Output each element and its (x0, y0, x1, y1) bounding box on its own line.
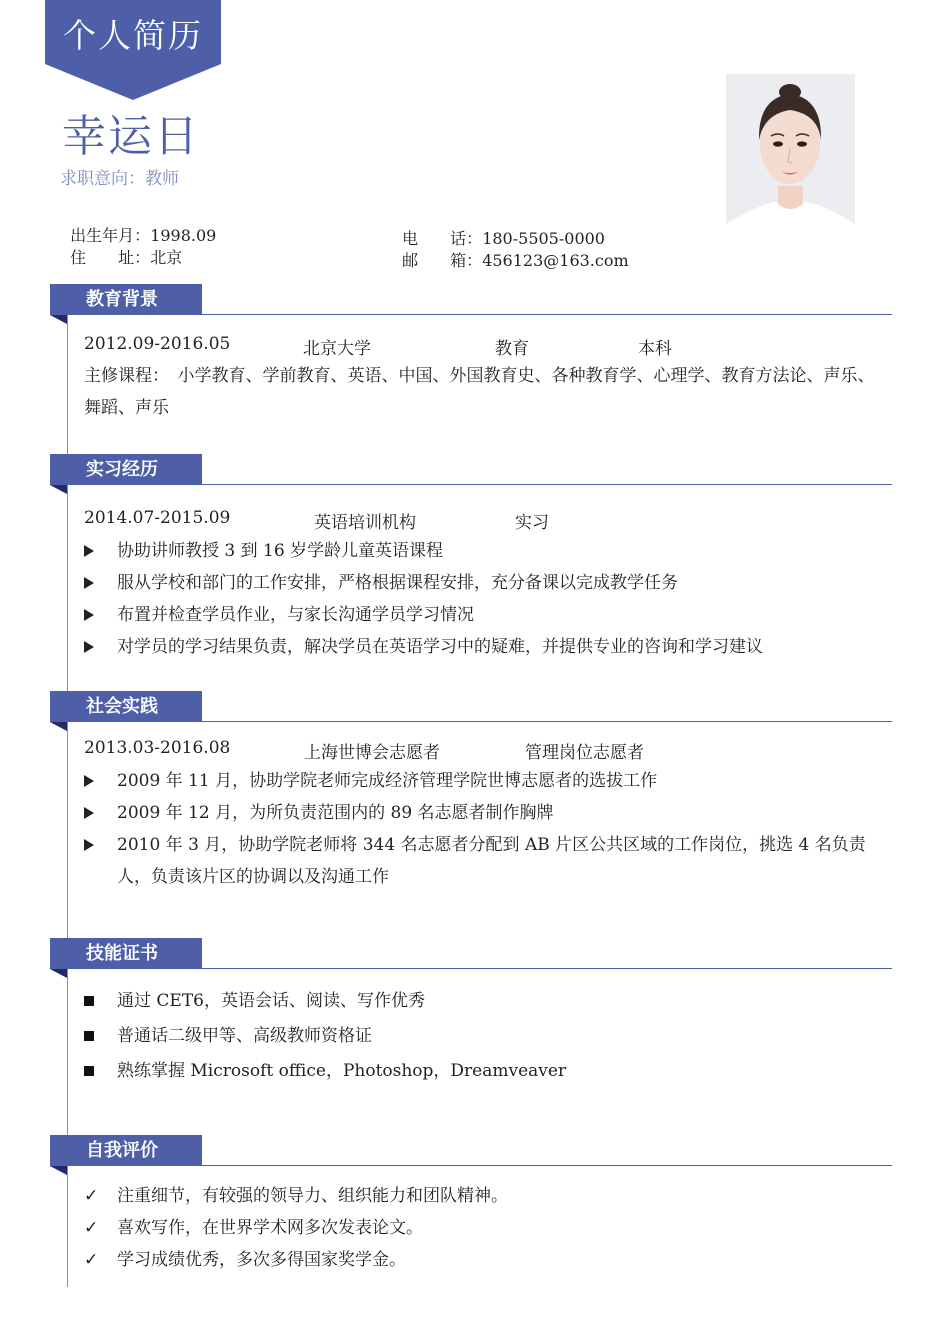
section-divider (202, 721, 892, 722)
address-info (60, 226, 182, 268)
education-period: 2012.09-2016.05 (84, 334, 231, 354)
tab-fold (50, 315, 67, 324)
practice-period: 2013.03-2016.08 (84, 738, 231, 758)
arrow-bullet-icon (84, 631, 104, 664)
address-value: 北京 (150, 248, 183, 267)
education-school: 北京大学 (303, 339, 371, 359)
section-tab (50, 691, 202, 722)
arrow-bullet-icon (84, 567, 104, 600)
section-tab (50, 284, 202, 315)
address-label: 住 址： (70, 248, 151, 267)
education-degree: 本科 (638, 339, 672, 359)
email-label: 邮 箱： (402, 251, 483, 270)
birth-value: 1998.09 (150, 226, 217, 245)
education-courses: 主修课程： 小学教育、学前教育、英语、中国、外国教育史、各种教育学、心理学、教育方法论、声乐、舞蹈、声乐 (84, 366, 875, 418)
list-item-text: 2009 年 12 月，为所负责范围内的 89 名志愿者制作胸牌 (117, 803, 554, 823)
title-banner (45, 0, 221, 100)
email-value: 456123@163.com (482, 251, 629, 270)
list-item-text: 服从学校和部门的工作安排，严格根据课程安排，充分备课以完成教学任务 (117, 573, 678, 593)
section-divider (202, 484, 892, 485)
list-item-text: 2009 年 11 月，协助学院老师完成经济管理学院世博志愿者的选拔工作 (117, 771, 658, 791)
list-item-text: 普通话二级甲等、高级教师资格证 (117, 1026, 372, 1046)
square-bullet-icon (84, 1055, 104, 1087)
tab-fold (50, 485, 67, 494)
arrow-bullet-icon (84, 599, 104, 632)
practice-role: 管理岗位志愿者 (525, 743, 644, 763)
arrow-bullet-icon (84, 765, 104, 798)
email-info (392, 229, 629, 271)
list-item-text: 注重细节，有较强的领导力、组织能力和团队精神。 (117, 1186, 508, 1206)
section-divider (202, 968, 892, 969)
job-intent-value: 教师 (145, 169, 179, 189)
phone-label: 电 话： (402, 229, 483, 248)
section-tab (50, 1135, 202, 1166)
practice-org: 上海世博会志愿者 (304, 743, 440, 763)
section-title-self-eval: 自我评价 (86, 1140, 158, 1161)
section-divider (202, 1165, 892, 1166)
section-tab (50, 938, 202, 969)
square-bullet-icon (84, 1020, 104, 1052)
section-title-skills: 技能证书 (86, 943, 158, 964)
candidate-name: 幸运日 (62, 111, 200, 162)
checkmark-icon: ✓ (84, 1186, 99, 1206)
list-item-text: 协助讲师教授 3 到 16 岁学龄儿童英语课程 (117, 541, 444, 561)
checkmark-icon: ✓ (84, 1218, 99, 1238)
internship-period: 2014.07-2015.09 (84, 508, 231, 528)
portrait-illustration (726, 74, 855, 241)
list-item-text: 对学员的学习结果负责，解决学员在英语学习中的疑难，并提供专业的咨询和学习建议 (117, 637, 763, 657)
phone-value: 180-5505-0000 (482, 229, 605, 248)
square-bullet-icon (84, 985, 104, 1017)
section-title-education: 教育背景 (86, 289, 158, 310)
internship-org: 英语培训机构 (314, 513, 416, 533)
section-practice-header (50, 691, 892, 731)
list-item-text: 喜欢写作，在世界学术网多次发表论文。 (117, 1218, 423, 1238)
list-item-text: 布置并检查学员作业，与家长沟通学员学习情况 (117, 605, 474, 625)
arrow-bullet-icon (84, 535, 104, 568)
education-major: 教育 (495, 339, 529, 359)
list-item-text: 熟练掌握 Microsoft office，Photoshop，Dreamveaver (117, 1061, 567, 1081)
section-internship-header (50, 454, 892, 494)
arrow-bullet-icon (84, 829, 104, 862)
tab-fold (50, 722, 67, 731)
checkmark-icon: ✓ (84, 1250, 99, 1270)
tab-fold (50, 969, 67, 978)
job-intent-label: 求职意向： (60, 169, 145, 189)
arrow-bullet-icon (84, 797, 104, 830)
job-intent (60, 164, 179, 189)
tab-fold (50, 1166, 67, 1175)
banner-title: 个人简历 (63, 16, 203, 55)
section-education-header (50, 284, 892, 324)
list-item-text: 2010 年 3 月，协助学院老师将 344 名志愿者分配到 AB 片区公共区域的工作岗位，挑选 4 名负责人，负责该片区的协调以及沟通工作 (117, 835, 866, 887)
section-title-practice: 社会实践 (86, 696, 158, 717)
section-skills-header (50, 938, 892, 978)
section-divider (202, 314, 892, 315)
birth-label: 出生年月： (70, 226, 151, 245)
list-item-text: 通过 CET6，英语会话、阅读、写作优秀 (117, 991, 425, 1011)
section-title-internship: 实习经历 (86, 459, 158, 480)
section-self-eval-header (50, 1135, 892, 1175)
list-item-text: 学习成绩优秀，多次多得国家奖学金。 (117, 1250, 406, 1270)
section-tab (50, 454, 202, 485)
profile-photo (726, 74, 855, 241)
internship-role: 实习 (515, 513, 549, 533)
